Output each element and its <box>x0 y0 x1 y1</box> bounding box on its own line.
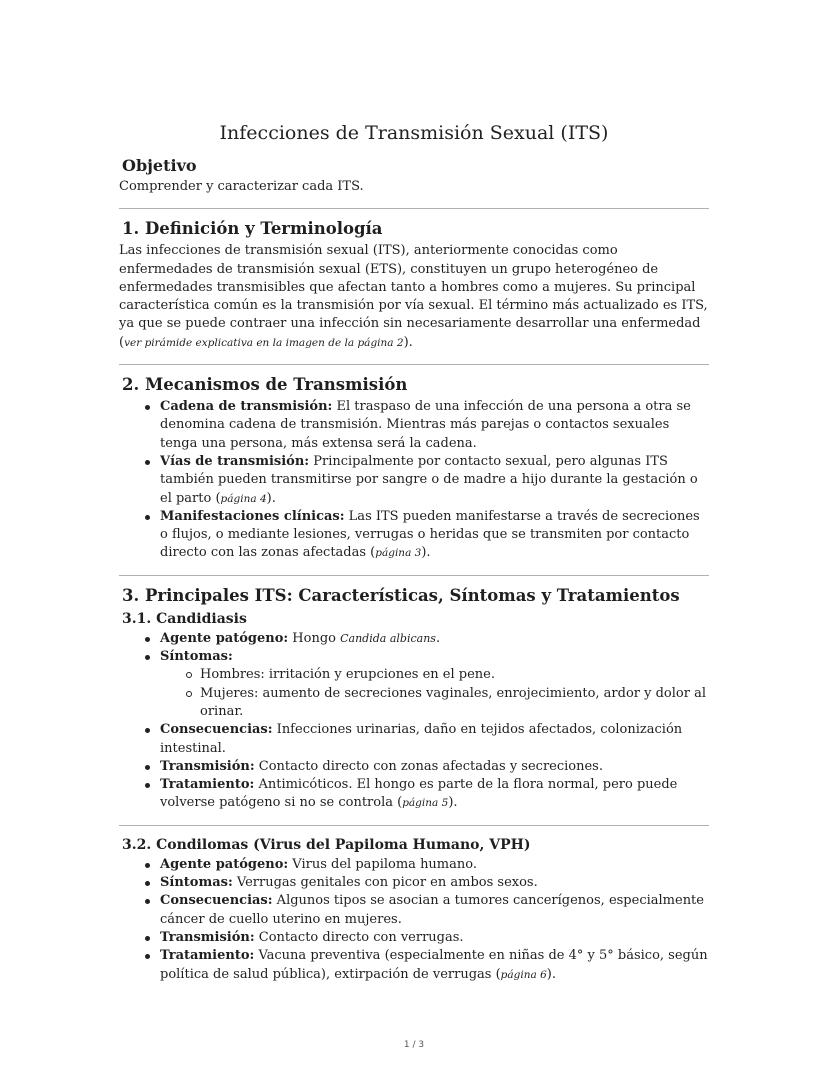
section-1-body: Las infecciones de transmisión sexual (ITS), anteriormente conocidas como enfermedades de transmisión sexual (ETS), constituyen un grupo heterogéneo de enfermedades transmisibles que afectan tanto a hombres como a mujeres. Su principal característica común es la transmisión por vía sexual. El término más actualizado es ITS, ya que se puede contraer una infección sin necesariamente desarrollar una enfermedad (ver pirámide explicativa en la imagen de la página 2). <box>119 243 708 350</box>
symptoms-sublist <box>160 666 709 721</box>
document-title: Infecciones de Transmisión Sexual (ITS) <box>219 122 609 144</box>
page-reference: página 3 <box>375 547 422 560</box>
page-reference: ver pirámide explicativa en la imagen de la página 2 <box>124 336 404 349</box>
list-item: Agente patógeno: Hongo Candida albicans. <box>160 630 709 648</box>
list-item: Tratamiento: Antimicóticos. El hongo es parte de la flora normal, pero puede volverse patógeno si no se controla (página 5). <box>160 776 709 813</box>
list-item: Vías de transmisión: Principalmente por contacto sexual, pero algunas ITS también pueden transmitirse por sangre o de madre a hijo durante la gestación o el parto (página 4). <box>160 453 709 508</box>
sublist-item: Hombres: irritación y erupciones en el pene. <box>200 666 709 684</box>
list-item: Manifestaciones clínicas: Las ITS pueden manifestarse a través de secreciones o flujos, o mediante lesiones, verrugas o heridas que se transmiten por contacto directo con las zonas afectadas (página 3). <box>160 508 709 563</box>
section-1-heading: 1. Definición y Terminología <box>122 219 383 239</box>
objective-text: Comprender y caracterizar cada ITS. <box>119 179 364 194</box>
section-2-heading: 2. Mecanismos de Transmisión <box>122 375 408 395</box>
document-page <box>119 118 709 984</box>
condilomas-heading: 3.2. Condilomas (Virus del Papiloma Humano, VPH) <box>122 836 531 853</box>
divider <box>119 208 709 209</box>
candidiasis-list <box>119 630 709 813</box>
page-reference: página 4 <box>220 492 267 505</box>
list-item: Tratamiento: Vacuna preventiva (especialmente en niñas de 4° y 5° básico, según política de salud pública), extirpación de verrugas (página 6). <box>160 947 709 984</box>
divider <box>119 364 709 365</box>
divider <box>119 825 709 826</box>
species-name: Candida albicans <box>340 631 436 645</box>
condilomas-list <box>119 856 709 984</box>
transmission-mechanisms-list <box>119 398 709 563</box>
list-item: Agente patógeno: Virus del papiloma humano. <box>160 856 709 874</box>
list-item: Transmisión: Contacto directo con verrugas. <box>160 929 709 947</box>
list-item: Consecuencias: Algunos tipos se asocian a tumores cancerígenos, especialmente cáncer de cuello uterino en mujeres. <box>160 892 709 929</box>
list-item: Cadena de transmisión: El traspaso de una infección de una persona a otra se denomina cadena de transmisión. Mientras más parejas o contactos sexuales tenga una persona, más extensa será la cadena. <box>160 398 709 453</box>
list-item: Síntomas: Verrugas genitales con picor en ambos sexos. <box>160 874 709 892</box>
list-item: Consecuencias: Infecciones urinarias, daño en tejidos afectados, colonización intestinal. <box>160 721 709 758</box>
section-3-heading: 3. Principales ITS: Características, Síntomas y Tratamientos <box>122 585 680 605</box>
candidiasis-heading: 3.1. Candidiasis <box>122 610 247 627</box>
page-indicator: 1 / 3 <box>403 1040 425 1050</box>
divider <box>119 575 709 576</box>
list-item: Síntomas: Hombres: irritación y erupciones en el pene. Mujeres: aumento de secreciones vaginales, enrojecimiento, ardor y dolor al orinar. <box>160 648 709 721</box>
page-reference: página 6 <box>500 968 547 981</box>
sublist-item: Mujeres: aumento de secreciones vaginales, enrojecimiento, ardor y dolor al orinar. <box>200 685 709 722</box>
page-reference: página 5 <box>402 797 449 810</box>
list-item: Transmisión: Contacto directo con zonas afectadas y secreciones. <box>160 758 709 776</box>
objective-heading: Objetivo <box>122 156 197 175</box>
